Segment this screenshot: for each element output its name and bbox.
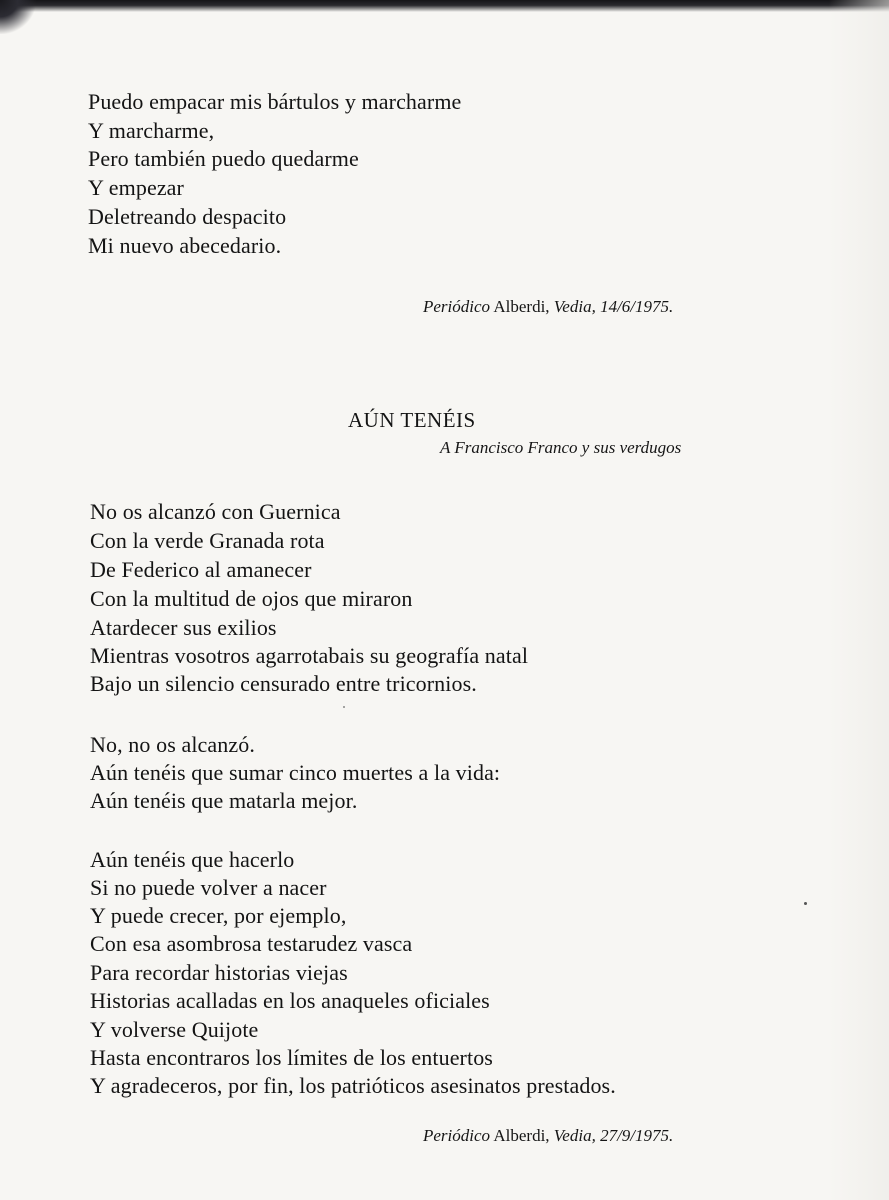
verse-line: Puedo empacar mis bártulos y marcharme <box>88 89 462 114</box>
paper-speck <box>804 902 807 905</box>
verse-line: Y agradeceros, por fin, los patrióticos asesinatos prestados. <box>90 1073 616 1098</box>
citation-place-date: Vedia, 14/6/1975. <box>553 297 674 316</box>
page-corner-shadow <box>0 0 36 34</box>
verse-line: Con la multitud de ojos que miraron <box>90 586 413 611</box>
verse-line: Si no puede volver a nacer <box>90 875 327 900</box>
verse-line: Para recordar historias viejas <box>90 960 348 985</box>
verse-line: Y puede crecer, por ejemplo, <box>90 903 347 928</box>
verse-line: Historias acalladas en los anaqueles oficiales <box>90 988 490 1013</box>
poem-source-citation <box>423 296 673 318</box>
citation-prefix: Periódico <box>423 297 491 316</box>
verse-line: Y empezar <box>88 175 184 200</box>
page-top-shadow <box>0 0 889 12</box>
citation-publication: Alberdi, <box>493 1126 550 1145</box>
citation-prefix: Periódico <box>423 1126 491 1145</box>
verse-line: Con la verde Granada rota <box>90 528 325 553</box>
verse-line: Mi nuevo abecedario. <box>88 233 282 258</box>
citation-publication: Alberdi, <box>493 297 550 316</box>
verse-line: Aún tenéis que sumar cinco muertes a la vida: <box>90 760 501 785</box>
verse-line: Hasta encontraros los límites de los entuertos <box>90 1045 493 1070</box>
verse-line: Bajo un silencio censurado entre tricornios. <box>90 671 477 696</box>
verse-line: Mientras vosotros agarrotabais su geografía natal <box>90 643 529 668</box>
poem-source-citation <box>423 1125 673 1147</box>
paper-speck <box>343 706 345 708</box>
verse-line: Pero también puedo quedarme <box>88 146 359 171</box>
citation-place-date: Vedia, 27/9/1975. <box>553 1126 674 1145</box>
verse-line: De Federico al amanecer <box>90 557 312 582</box>
verse-line: Aún tenéis que matarla mejor. <box>90 788 358 813</box>
verse-line: Y marcharme, <box>88 118 215 143</box>
poem-title: AÚN TENÉIS <box>348 408 476 432</box>
verse-line: Atardecer sus exilios <box>90 615 277 640</box>
verse-line: Aún tenéis que hacerlo <box>90 847 295 872</box>
verse-line: No os alcanzó con Guernica <box>90 499 341 524</box>
verse-line: No, no os alcanzó. <box>90 732 255 757</box>
verse-line: Y volverse Quijote <box>90 1017 259 1042</box>
page-edge-shading <box>829 0 889 1200</box>
verse-line: Con esa asombrosa testarudez vasca <box>90 931 413 956</box>
verse-line: Deletreando despacito <box>88 204 287 229</box>
poem-dedication: A Francisco Franco y sus verdugos <box>440 438 682 457</box>
